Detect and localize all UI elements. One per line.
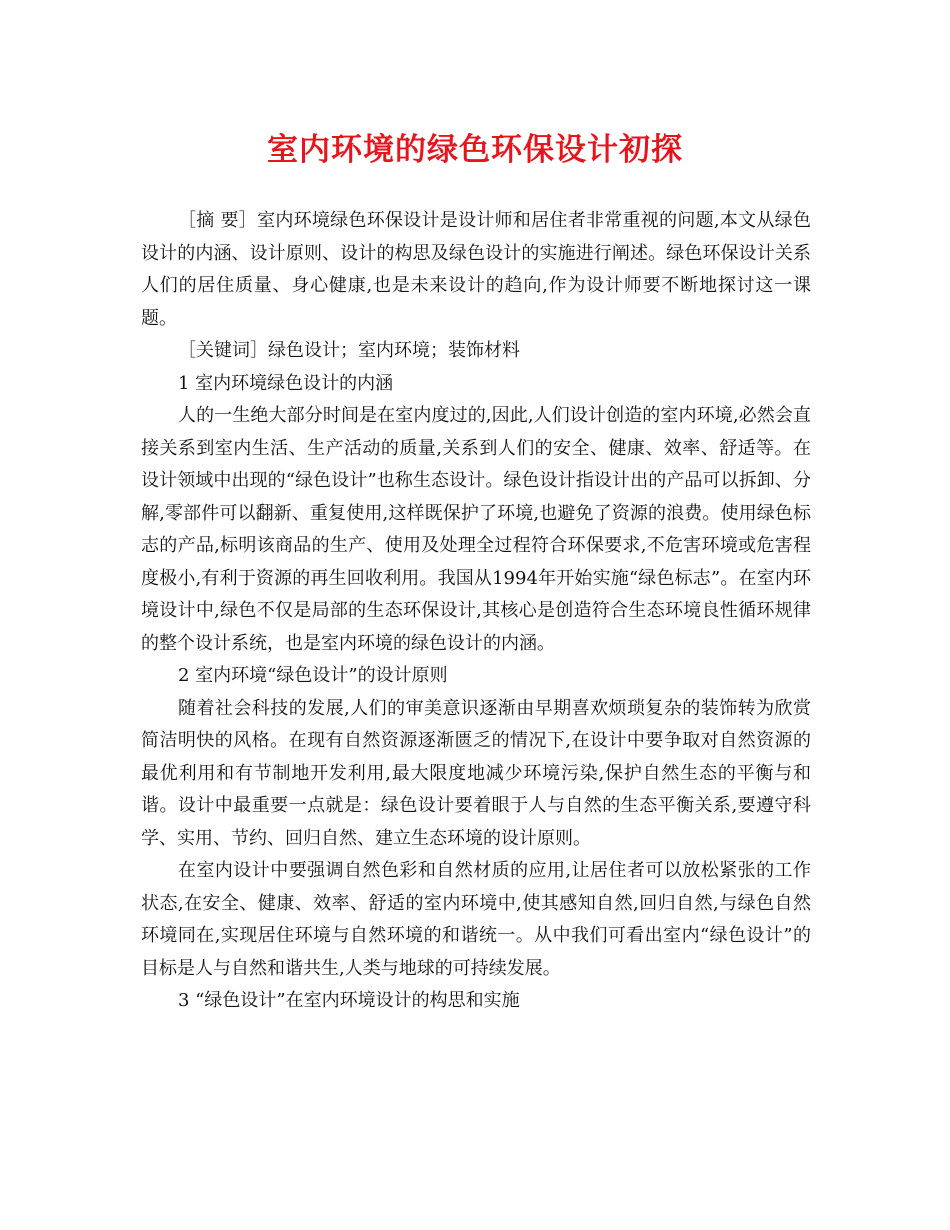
document-title: 室内环境的绿色环保设计初探 [267, 132, 683, 168]
abstract-paragraph: ［摘 要］室内环境绿色环保设计是设计师和居住者非常重视的问题,本文从绿色设计的内涵、设计原则、设计的构思及绿色设计的实施进行阐述。绿色环保设计关系人们的居住质量、身心健康,也是未来设计的趋向,作为设计师要不断地探讨这一课题。 [141, 210, 811, 329]
body-paragraph: 在室内设计中要强调自然色彩和自然材质的应用,让居住者可以放松紧张的工作状态,在安全、健康、效率、舒适的室内环境中,使其感知自然,回归自然,与绿色自然环境同在,实现居住环境与自然环境的和谐统一。从中我们可看出室内“绿色设计”的目标是人与自然和谐共生,人类与地球的可持续发展。 [141, 860, 811, 979]
keywords-paragraph: ［关键词］绿色设计；室内环境；装饰材料 [178, 340, 520, 361]
body-paragraph: 随着社会科技的发展,人们的审美意识逐渐由早期喜欢烦琐复杂的装饰转为欣赏简洁明快的风格。在现有自然资源逐渐匮乏的情况下,在设计中要争取对自然资源的最优利用和有节制地开发利用,最大限度地减少环境污染,保护自然生态的平衡与和谐。设计中最重要一点就是：绿色设计要着眼于人与自然的生态平衡关系,要遵守科学、实用、节约、回归自然、建立生态环境的设计原则。 [141, 697, 811, 849]
section-heading-3: 3 “绿色设计”在室内环境设计的构思和实施 [178, 990, 520, 1011]
section-heading-2: 2 室内环境“绿色设计”的设计原则 [178, 665, 448, 686]
section-heading-1: 1 室内环境绿色设计的内涵 [178, 372, 394, 394]
document-body [141, 205, 811, 1018]
body-paragraph: 人的一生绝大部分时间是在室内度过的,因此,人们设计创造的室内环境,必然会直接关系到室内生活、生产活动的质量,关系到人们的安全、健康、效率、舒适等。在设计领域中出现的“绿色设计”也称生态设计。绿色设计指设计出的产品可以拆卸、分解,零部件可以翻新、重复使用,这样既保护了环境,也避免了资源的浪费。使用绿色标志的产品,标明该商品的生产、使用及处理全过程符合环保要求,不危害环境或危害程度极小,有利于资源的再生回收利用。我国从1994年开始实施“绿色标志”。在室内环境设计中,绿色不仅是局部的生态环保设计,其核心是创造符合生态环境良性循环规律的整个设计系统，也是室内环境的绿色设计的内涵。 [141, 405, 811, 654]
